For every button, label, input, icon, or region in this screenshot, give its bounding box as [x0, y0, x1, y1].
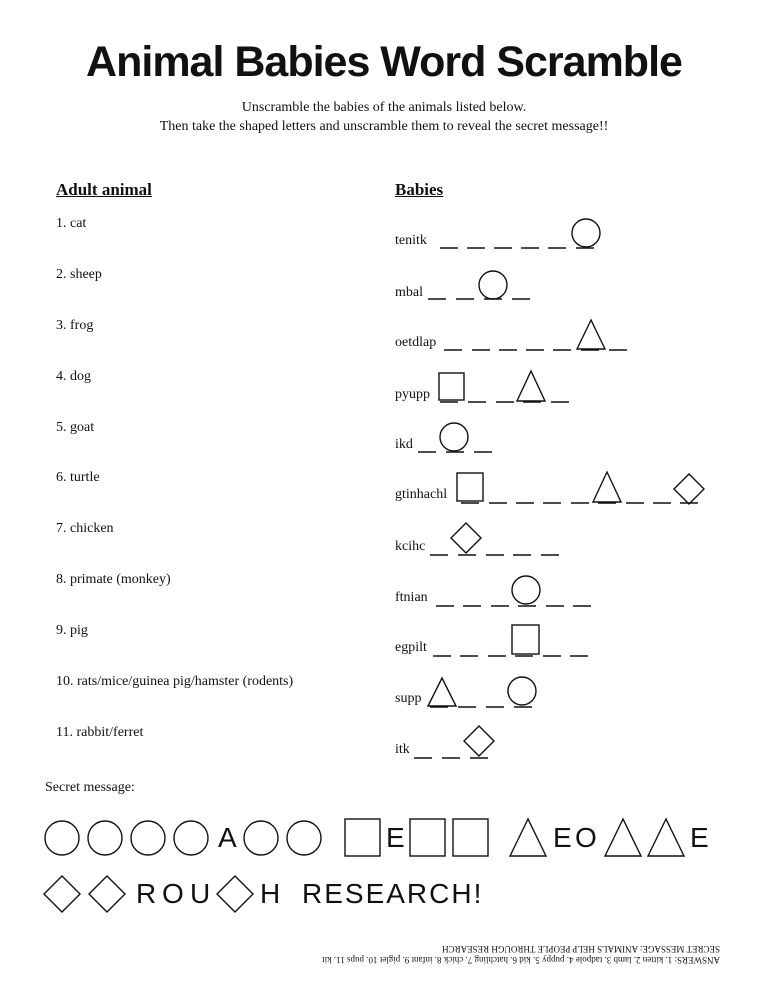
- scrambled-word-2: mbal: [395, 285, 423, 300]
- circle-shape-icon: [512, 576, 540, 604]
- scrambled-word-11: itk: [395, 742, 410, 757]
- square-shape-icon: [457, 473, 483, 501]
- triangle-shape-icon: [517, 371, 545, 401]
- adult-animal-9: 9. pig: [56, 623, 88, 638]
- square-shape-icon: [512, 625, 539, 654]
- adult-animal-11: 11. rabbit/ferret: [56, 725, 144, 740]
- scrambled-word-8: ftnian: [395, 590, 428, 605]
- scrambled-word-7: kcihc: [395, 539, 426, 554]
- secret-letter: O: [575, 822, 597, 853]
- adult-animal-1: 1. cat: [56, 216, 87, 231]
- scrambled-word-6: gtinhachl: [395, 487, 448, 502]
- adult-animal-7: 7. chicken: [56, 521, 114, 536]
- secret-letter: R: [136, 878, 157, 909]
- scrambled-word-3: oetdlap: [395, 335, 437, 350]
- scrambled-word-9: egpilt: [395, 640, 427, 655]
- diamond-shape-icon: [451, 523, 481, 553]
- scrambled-word-10: supp: [395, 691, 422, 706]
- scrambled-word-4: pyupp: [395, 387, 430, 402]
- adult-animal-4: 4. dog: [56, 369, 91, 384]
- secret-letter: O: [162, 878, 184, 909]
- square-shape-icon: [439, 373, 464, 400]
- answer-key-upside-down: [290, 943, 720, 965]
- circle-shape-icon: [479, 271, 507, 299]
- diamond-shape-icon: [464, 726, 494, 756]
- answer-key-line-2: SECRET MESSAGE: ANIMALS HELP PEOPLE THROUGH RESEARCH: [442, 944, 720, 954]
- secret-letter: E: [690, 822, 709, 853]
- adult-animal-2: 2. sheep: [56, 267, 102, 282]
- triangle-shape-icon: [577, 320, 605, 349]
- secret-letter: A: [218, 822, 237, 853]
- secret-letter: H: [260, 878, 281, 909]
- secret-message-label: Secret message:: [45, 780, 135, 795]
- answer-key-line-1: ANSWERS: 1. kitten 2. lamb 3. tadpole 4. puppy 5. kid 6. hatchling 7. chick 8. infant 9. piglet 10. pups 11. kit: [322, 955, 720, 965]
- instructions-line-2: Then take the shaped letters and unscramble them to reveal the secret message!!: [159, 119, 609, 134]
- triangle-shape-icon: [593, 472, 621, 502]
- babies-header: Babies: [395, 180, 444, 199]
- circle-shape-icon: [508, 677, 536, 705]
- secret-letter: U: [190, 878, 211, 909]
- secret-word: RESEARCH!: [302, 878, 484, 909]
- triangle-shape-icon: [428, 678, 456, 706]
- page-title: Animal Babies Word Scramble: [86, 38, 682, 86]
- adult-animal-8: 8. primate (monkey): [56, 572, 171, 587]
- scrambled-word-1: tenitk: [395, 233, 427, 248]
- circle-shape-icon: [440, 423, 468, 451]
- secret-letter: E: [553, 822, 572, 853]
- secret-letter: E: [386, 822, 405, 853]
- adult-animal-3: 3. frog: [56, 318, 94, 333]
- instructions-line-1: Unscramble the babies of the animals listed below.: [241, 100, 527, 115]
- scrambled-word-5: ikd: [395, 437, 413, 452]
- circle-shape-icon: [572, 219, 600, 247]
- adult-animal-10: 10. rats/mice/guinea pig/hamster (rodents): [56, 674, 294, 689]
- adult-animal-5: 5. goat: [56, 420, 95, 435]
- adult-animal-6: 6. turtle: [56, 470, 100, 485]
- adult-animal-header: Adult animal: [56, 180, 152, 199]
- diamond-shape-icon: [674, 474, 704, 504]
